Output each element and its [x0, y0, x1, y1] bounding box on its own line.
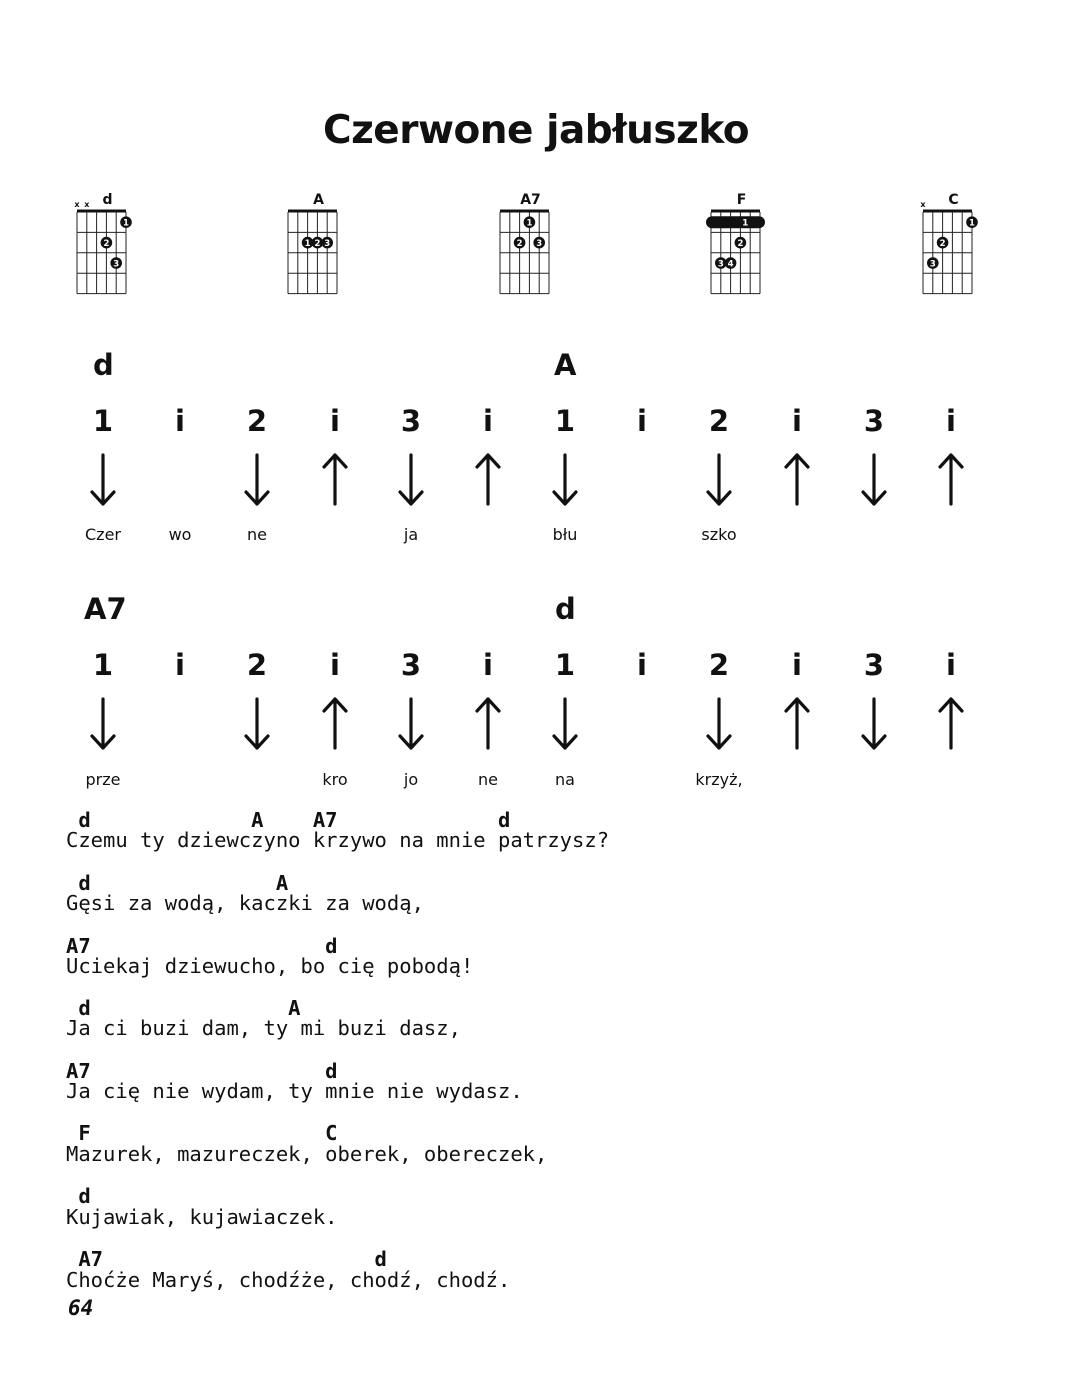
muted-string-marker: x: [84, 200, 90, 209]
strum-down-arrow-icon: [88, 696, 118, 756]
finger-number: 1: [969, 218, 975, 229]
strum-down-arrow-icon: [550, 452, 580, 512]
arrow-path: [92, 699, 114, 748]
lyric-syllable: szko: [701, 525, 737, 544]
finger-number: 1: [123, 218, 129, 229]
beat-count: 2: [246, 404, 268, 438]
arrow-path: [786, 455, 808, 504]
arrow-path: [708, 455, 730, 504]
lyric-chord-line: A7 d: [66, 1059, 338, 1083]
arrow-path: [708, 699, 730, 748]
finger-number: 2: [939, 238, 946, 249]
arrow-graphic: [550, 452, 580, 508]
strum-up-arrow-icon: [320, 452, 350, 512]
lyric-chord-line: F C: [66, 1121, 338, 1145]
finger-number: 1: [526, 218, 533, 229]
strum-up-arrow-icon: [320, 696, 350, 756]
strum-down-arrow-icon: [88, 452, 118, 512]
arrow-graphic: [242, 696, 272, 752]
chord-diagram-d: [66, 188, 156, 303]
pattern-chord: d: [555, 592, 576, 626]
arrow-graphic: [704, 452, 734, 508]
lyric-syllable: ne: [478, 770, 498, 789]
lyric-syllable: krzyż,: [695, 770, 743, 789]
beat-count: i: [637, 648, 647, 682]
chord-name: d: [102, 192, 113, 208]
lyric-text-line: Ja ci buzi dam, ty mi buzi dasz,: [66, 1016, 461, 1040]
arrow-path: [863, 455, 885, 504]
arrow-graphic: [473, 452, 503, 508]
beat-count: 2: [708, 648, 730, 682]
nut-line: [923, 210, 972, 213]
arrow-path: [477, 455, 499, 504]
arrow-path: [554, 455, 576, 504]
chord-grid-f: [700, 188, 790, 303]
finger-number: 3: [929, 259, 936, 270]
arrow-graphic: [88, 696, 118, 752]
arrow-path: [324, 455, 346, 504]
strum-down-arrow-icon: [242, 696, 272, 756]
beat-count: i: [792, 404, 802, 438]
chord-name: A7: [520, 192, 541, 208]
lyric-syllable: błu: [552, 525, 578, 544]
arrow-graphic: [550, 696, 580, 752]
beat-count: i: [330, 648, 340, 682]
lyric-chord-line: d: [66, 1184, 91, 1208]
strum-up-arrow-icon: [936, 452, 966, 512]
lyric-text-line: Kujawiak, kujawiaczek.: [66, 1205, 338, 1229]
finger-number: 2: [516, 238, 523, 249]
chord-name: C: [948, 192, 959, 208]
chord-diagram-a: [277, 188, 367, 303]
lyric-syllable: ne: [247, 525, 267, 544]
arrow-graphic: [320, 452, 350, 508]
nut-line: [288, 210, 337, 213]
arrow-graphic: [859, 452, 889, 508]
finger-number: 4: [727, 259, 734, 270]
finger-number: 3: [717, 259, 724, 270]
strum-down-arrow-icon: [396, 452, 426, 512]
lyric-syllable: na: [555, 770, 575, 789]
lyric-chord-line: A7 d: [66, 934, 338, 958]
lyric-chord-line: d A: [66, 871, 289, 895]
chord-name: A: [313, 192, 324, 208]
strum-up-arrow-icon: [782, 696, 812, 756]
lyric-text-line: Czemu ty dziewczyno krzywo na mnie patrzysz?: [66, 828, 610, 852]
beat-count: i: [330, 404, 340, 438]
finger-number: 1: [304, 238, 311, 249]
finger-number: 2: [103, 238, 110, 249]
beat-count: i: [946, 648, 956, 682]
lyric-chord-line: A7 d: [66, 1247, 387, 1271]
chord-diagram-f: [700, 188, 790, 303]
arrow-graphic: [320, 696, 350, 752]
arrow-graphic: [859, 696, 889, 752]
arrow-graphic: [242, 452, 272, 508]
arrow-path: [400, 699, 422, 748]
arrow-graphic: [782, 452, 812, 508]
song-title: Czerwone jabłuszko: [322, 108, 750, 153]
lyric-syllable: ja: [403, 525, 419, 544]
muted-string-marker: x: [74, 200, 80, 209]
chord-grid-c: [912, 188, 1002, 303]
lyric-text-line: Uciekaj dziewucho, bo cię pobodą!: [66, 954, 474, 978]
beat-count: 1: [554, 648, 576, 682]
beat-count: 2: [708, 404, 730, 438]
chord-grid-a: [277, 188, 367, 303]
strum-down-arrow-icon: [242, 452, 272, 512]
nut-line: [711, 210, 760, 213]
chord-name: F: [736, 192, 747, 208]
finger-number: 3: [536, 238, 543, 249]
lyric-syllable: jo: [403, 770, 419, 789]
strum-down-arrow-icon: [859, 452, 889, 512]
strum-up-arrow-icon: [473, 452, 503, 512]
arrow-path: [246, 699, 268, 748]
pattern-chord: A: [554, 348, 577, 382]
beat-count: 3: [400, 648, 422, 682]
arrow-path: [940, 455, 962, 504]
arrow-graphic: [396, 452, 426, 508]
chord-grid-a7: [489, 188, 579, 303]
strum-up-arrow-icon: [473, 696, 503, 756]
arrow-graphic: [782, 696, 812, 752]
finger-number: 3: [324, 238, 331, 249]
lyric-syllable: prze: [85, 770, 121, 789]
lyric-syllable: Czer: [85, 525, 121, 544]
arrow-graphic: [704, 696, 734, 752]
arrow-path: [92, 455, 114, 504]
beat-count: 2: [246, 648, 268, 682]
finger-number: 2: [737, 238, 744, 249]
strum-down-arrow-icon: [550, 696, 580, 756]
beat-count: i: [483, 404, 493, 438]
nut-line: [500, 210, 549, 213]
strum-down-arrow-icon: [859, 696, 889, 756]
finger-number: 2: [314, 238, 321, 249]
lyric-text-line: Mazurek, mazureczek, oberek, obereczek,: [66, 1142, 548, 1166]
arrow-path: [324, 699, 346, 748]
arrow-path: [400, 455, 422, 504]
beat-count: i: [175, 404, 185, 438]
beat-count: i: [946, 404, 956, 438]
strum-down-arrow-icon: [704, 696, 734, 756]
beat-count: 3: [863, 648, 885, 682]
arrow-graphic: [936, 452, 966, 508]
beat-count: 3: [863, 404, 885, 438]
beat-count: 1: [92, 648, 114, 682]
beat-count: 1: [92, 404, 114, 438]
lyric-chord-line: d A: [66, 996, 301, 1020]
pattern-chord: d: [93, 348, 114, 382]
arrow-path: [786, 699, 808, 748]
beat-count: i: [637, 404, 647, 438]
arrow-path: [554, 699, 576, 748]
muted-string-marker: x: [920, 200, 926, 209]
arrow-path: [246, 455, 268, 504]
pattern-chord: A7: [84, 592, 127, 626]
lyric-chord-line: d A A7 d: [66, 808, 511, 832]
lyric-text-line: Choćże Maryś, chodźże, chodź, chodź.: [66, 1268, 511, 1292]
lyric-syllable: kro: [322, 770, 348, 789]
arrow-graphic: [936, 696, 966, 752]
beat-count: 3: [400, 404, 422, 438]
arrow-graphic: [396, 696, 426, 752]
chord-grid-d: [66, 188, 156, 303]
arrow-path: [940, 699, 962, 748]
beat-count: i: [175, 648, 185, 682]
strum-up-arrow-icon: [936, 696, 966, 756]
chord-diagram-c: [912, 188, 1002, 303]
strum-down-arrow-icon: [704, 452, 734, 512]
strum-up-arrow-icon: [782, 452, 812, 512]
lyric-text-line: Gęsi za wodą, kaczki za wodą,: [66, 891, 424, 915]
arrow-path: [863, 699, 885, 748]
page-number: 64: [68, 1296, 94, 1320]
beat-count: 1: [554, 404, 576, 438]
barre-bar: [706, 216, 765, 228]
arrow-graphic: [88, 452, 118, 508]
lyric-syllable: wo: [168, 525, 192, 544]
nut-line: [77, 210, 126, 213]
strum-down-arrow-icon: [396, 696, 426, 756]
arrow-graphic: [473, 696, 503, 752]
beat-count: i: [483, 648, 493, 682]
lyric-text-line: Ja cię nie wydam, ty mnie nie wydasz.: [66, 1079, 523, 1103]
arrow-path: [477, 699, 499, 748]
finger-number: 1: [742, 218, 749, 229]
finger-number: 3: [113, 259, 120, 270]
beat-count: i: [792, 648, 802, 682]
chord-diagram-a7: [489, 188, 579, 303]
